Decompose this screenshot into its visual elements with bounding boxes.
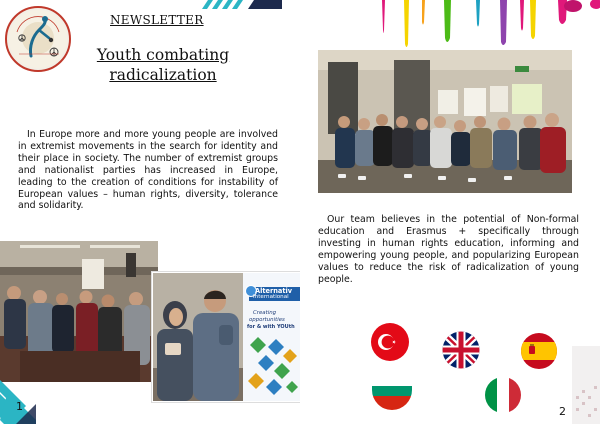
banner-line-3: Creating — [253, 310, 277, 316]
title-line-1: Youth combating — [96, 46, 230, 64]
banner-line-1: Alternativ — [255, 287, 293, 295]
team-paragraph: Our team believes in the potential of Non-formal education and Erasmus + specifically through investing in human rights education, informing and empowering young people, and popularizing European values to reduce the risk of radicalization of young people. — [318, 214, 579, 285]
project-logo — [5, 6, 71, 72]
group-photo — [318, 50, 572, 193]
intro-paragraph: In Europe more and more young people are involved in extremist movements in the search for identity and their place in society. The number of extremist groups and nationalist parties has increased in Europe, leading to the creation of conditions for instability of European values – human rights, diversity, tolerance and solidarity. — [18, 129, 278, 212]
logo-emblem-icon — [7, 8, 69, 70]
seminar-photo-audience — [0, 241, 158, 382]
seminar-photo-banner — [152, 272, 300, 402]
banner-line-2: International — [253, 294, 289, 300]
banner-line-4: opportunities — [249, 317, 285, 323]
newsletter-title — [88, 45, 238, 85]
paint-splash-decoration — [360, 0, 600, 50]
banner-diamond-pattern-icon — [246, 335, 298, 401]
uk-flag-icon — [441, 331, 481, 369]
decorative-stripes-top — [198, 0, 282, 9]
turkey-flag-icon — [370, 322, 410, 362]
seminar-audience-image — [0, 241, 158, 382]
corner-pattern-decoration — [572, 346, 600, 424]
spain-flag-icon — [520, 332, 558, 370]
group-photo-image — [318, 50, 572, 193]
page-number: 1 — [16, 400, 23, 413]
page-number: 2 — [559, 405, 566, 418]
italy-flag-icon — [484, 376, 522, 414]
alternativ-banner — [243, 273, 300, 401]
newsletter-page-2 — [300, 0, 600, 424]
bulgaria-flag-icon — [372, 378, 412, 410]
newsletter-heading: NEWSLETTER — [110, 13, 204, 27]
banner-line-5: for & with YOUth — [247, 324, 295, 330]
title-line-2: radicalization — [109, 66, 217, 84]
